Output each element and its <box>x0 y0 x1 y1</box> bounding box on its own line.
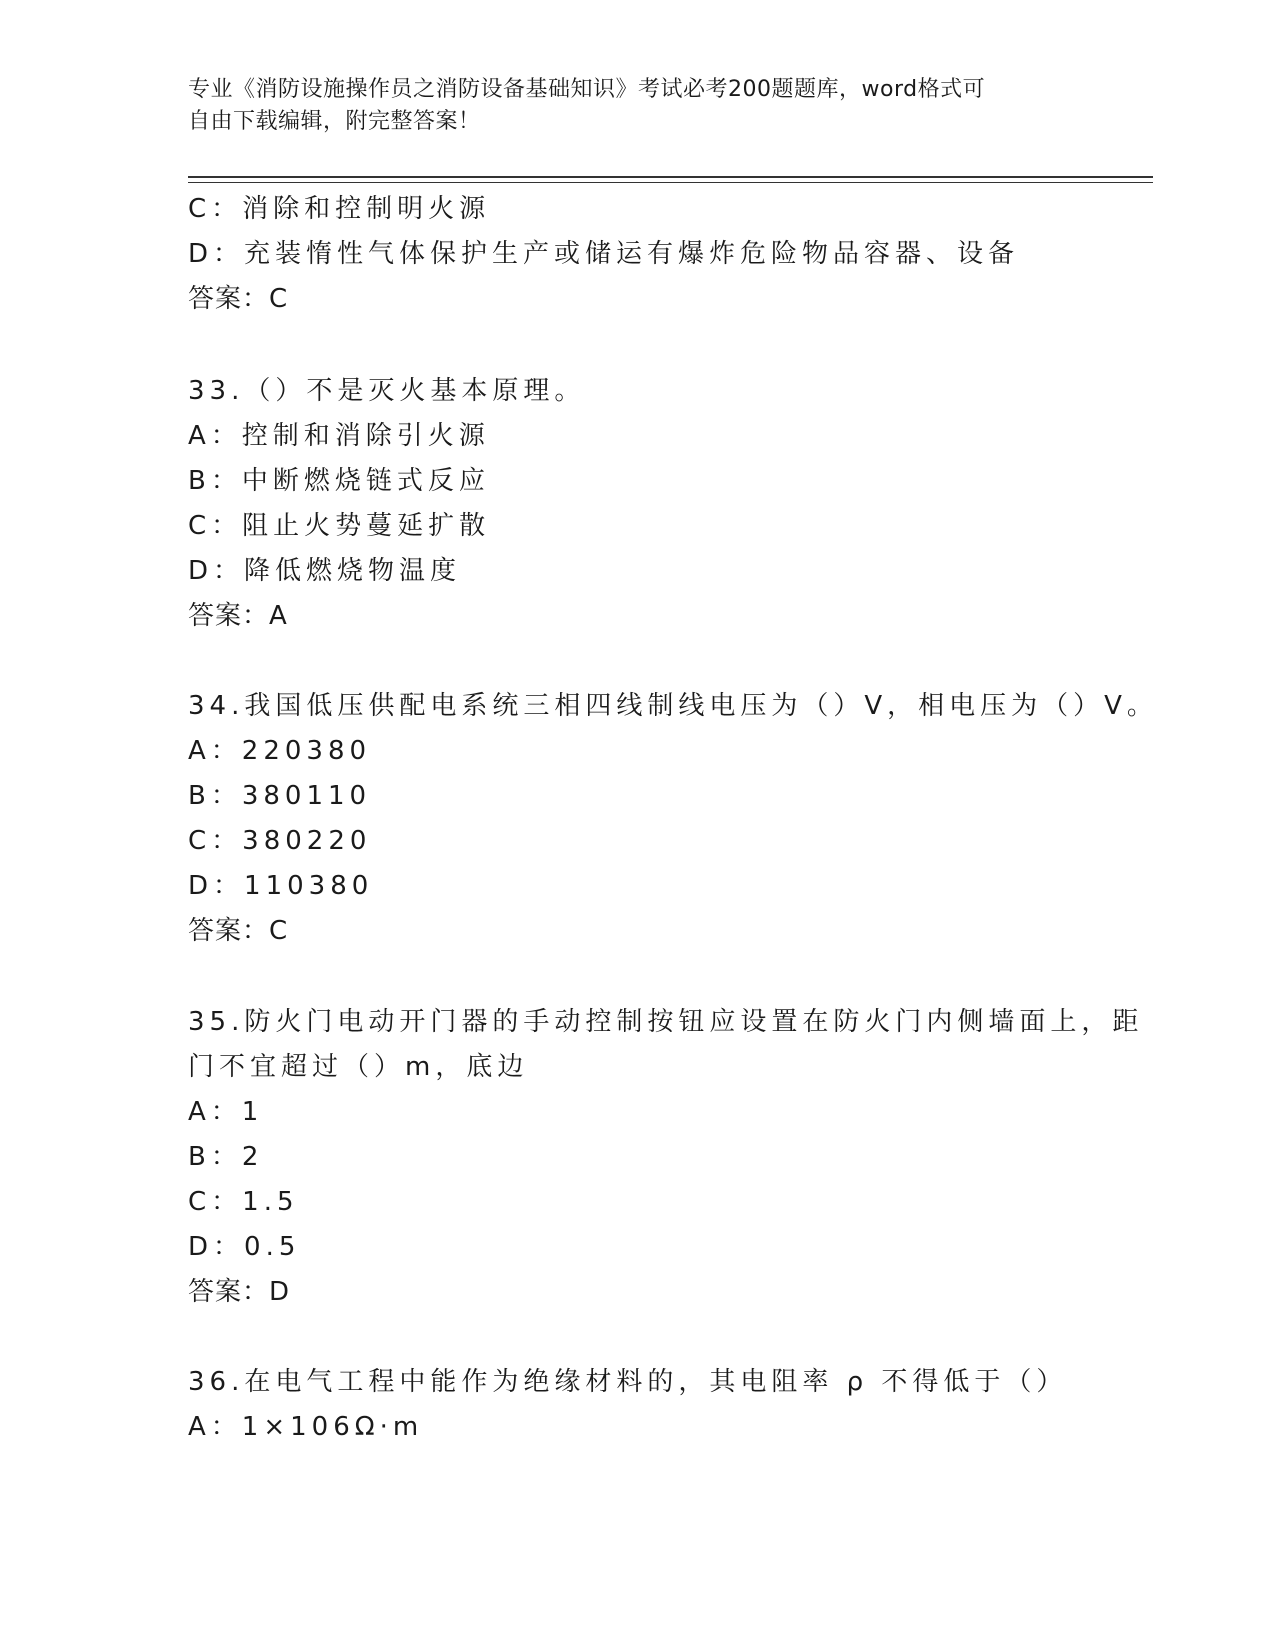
option-c: C：380220 <box>188 826 372 856</box>
header-divider-thick <box>188 176 1153 178</box>
question-text: 33.（）不是灭火基本原理。 <box>188 376 586 406</box>
option-d: D：降低燃烧物温度 <box>188 556 462 586</box>
document-header <box>188 74 1088 138</box>
question-text: 36.在电气工程中能作为绝缘材料的，其电阻率 ρ 不得低于（） <box>188 1367 1068 1397</box>
question-text-line-1: 35.防火门电动开门器的手动控制按钮应设置在防火门内侧墙面上，距 <box>188 1007 1144 1037</box>
answer: 答案：C <box>188 284 289 314</box>
question-text: 34.我国低压供配电系统三相四线制线电压为（）V，相电压为（）V。 <box>188 691 1158 721</box>
option-c: C：阻止火势蔓延扩散 <box>188 511 491 541</box>
question-text-line-2: 门不宜超过（）m，底边 <box>188 1052 529 1082</box>
option-d: D：110380 <box>188 871 374 901</box>
option-a: A：控制和消除引火源 <box>188 421 490 451</box>
option-b: B：2 <box>188 1142 264 1172</box>
answer: 答案：C <box>188 916 289 946</box>
option-a: A：220380 <box>188 736 372 766</box>
option-a: A：1×106Ω·m <box>188 1412 424 1442</box>
option-c: C：1.5 <box>188 1187 299 1217</box>
option-b: B：中断燃烧链式反应 <box>188 466 490 496</box>
option-d: D：0.5 <box>188 1232 301 1262</box>
header-divider-thin <box>188 182 1153 183</box>
header-line-1: 专业《消防设施操作员之消防设备基础知识》考试必考200题题库，word格式可 <box>188 77 986 102</box>
option-b: B：380110 <box>188 781 372 811</box>
option-a: A：1 <box>188 1097 264 1127</box>
header-line-2: 自由下载编辑，附完整答案！ <box>188 109 481 134</box>
answer: 答案：A <box>188 601 288 631</box>
option-d: D：充装惰性气体保护生产或储运有爆炸危险物品容器、设备 <box>188 239 1020 269</box>
answer: 答案：D <box>188 1277 291 1307</box>
option-c: C：消除和控制明火源 <box>188 194 491 224</box>
